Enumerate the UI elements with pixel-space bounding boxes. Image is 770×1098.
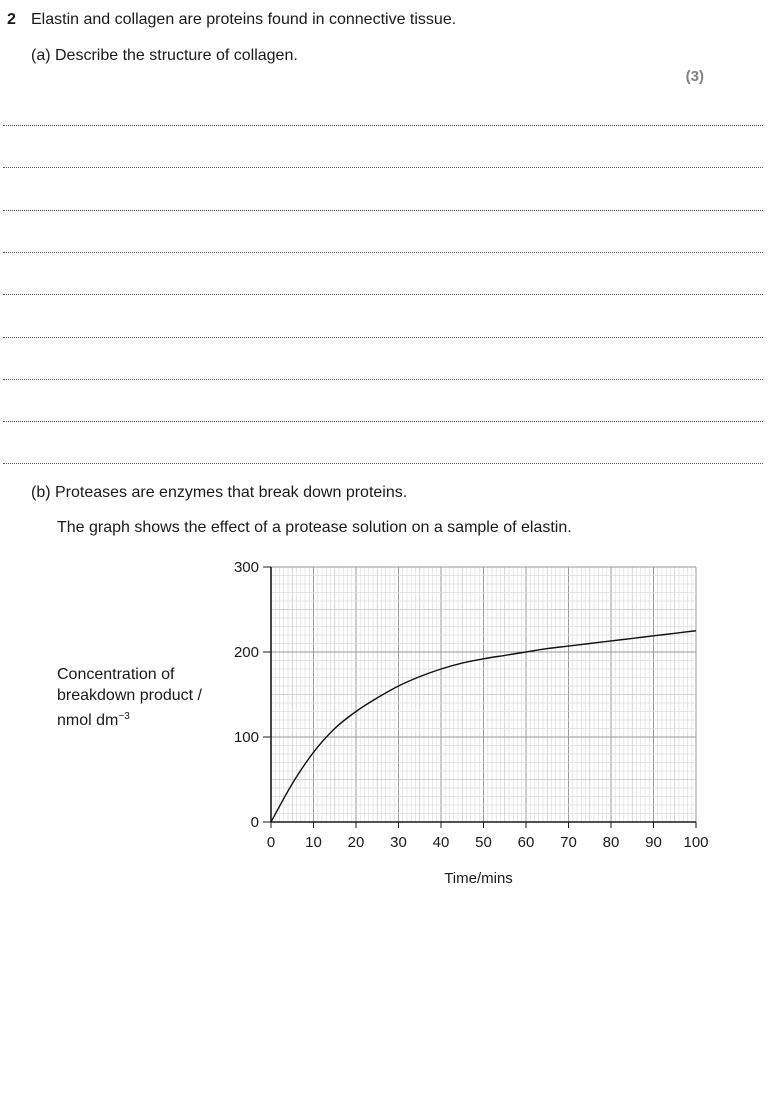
part-a-prompt: (a) Describe the structure of collagen. <box>31 47 298 64</box>
x-tick-label: 10 <box>305 834 322 851</box>
x-tick-label: 50 <box>475 834 492 851</box>
x-axis-label: Time/mins <box>444 870 513 887</box>
y-axis-label-line-1: Concentration of <box>57 666 175 683</box>
question-text: Elastin and collagen are proteins found in connective tissue. <box>31 11 457 28</box>
x-tick-label: 70 <box>560 834 577 851</box>
y-tick-label: 300 <box>233 559 259 576</box>
x-tick-label: 40 <box>432 834 450 851</box>
part-b-prompt: (b) Proteases are enzymes that break down proteins. <box>31 484 408 501</box>
y-tick-label: 0 <box>250 814 259 831</box>
question-number: 2 <box>7 11 16 28</box>
x-tick-label: 0 <box>266 834 276 851</box>
y-axis-unit: nmol dm <box>57 712 119 729</box>
y-tick-label: 200 <box>233 644 259 661</box>
y-tick-label: 100 <box>233 729 259 746</box>
x-tick-label: 100 <box>683 834 709 851</box>
y-axis-unit-exponent: −3 <box>118 711 130 722</box>
y-axis-label-line-2: breakdown product / <box>57 687 202 704</box>
x-tick-label: 80 <box>602 834 620 851</box>
x-tick-label: 60 <box>517 834 535 851</box>
x-tick-label: 20 <box>347 834 365 851</box>
part-b-intro: The graph shows the effect of a protease solution on a sample of elastin. <box>57 519 572 536</box>
x-tick-label: 30 <box>390 834 407 851</box>
part-a-marks: (3) <box>685 68 704 85</box>
x-tick-label: 90 <box>645 834 662 851</box>
